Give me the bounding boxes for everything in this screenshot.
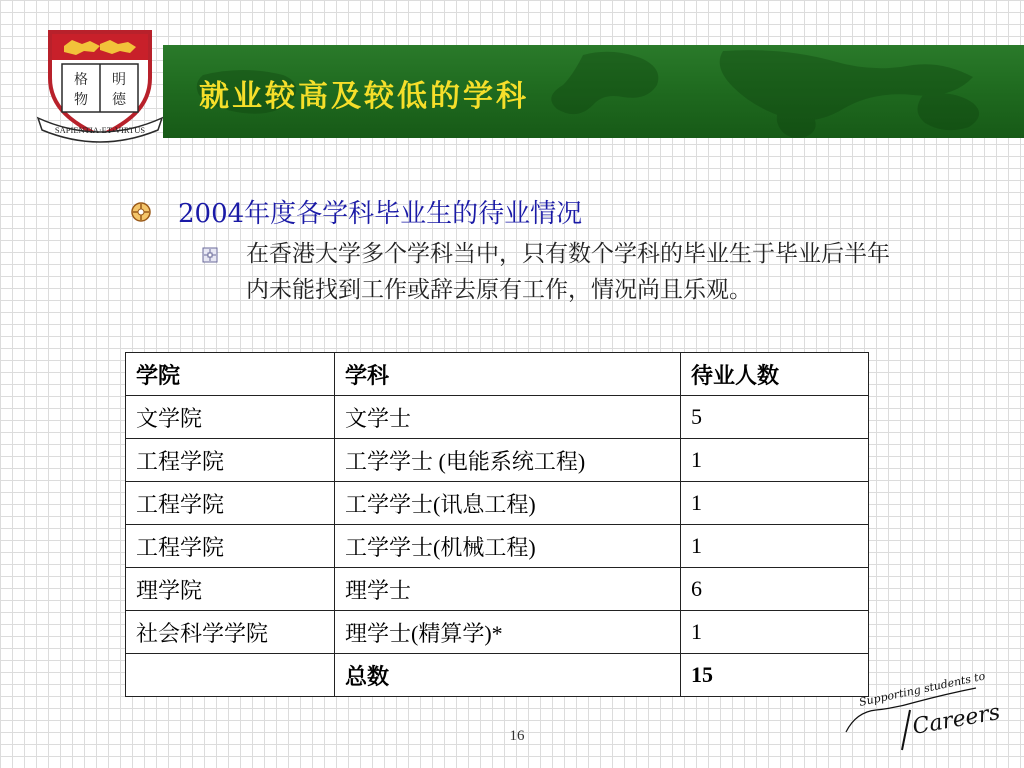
table-row <box>126 568 869 611</box>
cell-faculty: 社会科学学院 <box>126 611 335 654</box>
bullet-1-text: 2004年度各学科毕业生的待业情况 <box>178 199 583 229</box>
cell-count: 6 <box>681 568 869 611</box>
crest-motto: SAPIENTIA·ET·VIRTUS <box>54 125 146 135</box>
total-empty-cell <box>126 654 335 697</box>
slide-title: 就业较高及较低的学科 <box>199 79 529 114</box>
university-crest <box>34 26 166 144</box>
total-value: 15 <box>681 654 869 697</box>
table-row <box>126 611 869 654</box>
cell-count: 1 <box>681 439 869 482</box>
table-row <box>126 482 869 525</box>
signature-logo-icon <box>840 672 1010 757</box>
cell-subject: 文学士 <box>335 396 681 439</box>
cell-subject: 理学士(精算学)* <box>335 611 681 654</box>
cell-count: 1 <box>681 482 869 525</box>
cell-subject: 理学士 <box>335 568 681 611</box>
bullet-2-text: 在香港大学多个学科当中，只有数个学科的毕业生于毕业后半年内未能找到工作或辞去原有工作，情况尚且乐观。 <box>246 241 890 303</box>
cell-subject: 工学学士(机械工程) <box>335 525 681 568</box>
cell-count: 5 <box>681 396 869 439</box>
table-row <box>126 396 869 439</box>
crest-char-2: 明 <box>112 72 126 88</box>
table-row <box>126 525 869 568</box>
cell-faculty: 理学院 <box>126 568 335 611</box>
careers-signature <box>840 672 1010 757</box>
crest-emblem-icon <box>34 26 166 144</box>
cell-faculty: 工程学院 <box>126 439 335 482</box>
unemployment-table <box>125 352 869 697</box>
cell-faculty: 工程学院 <box>126 482 335 525</box>
title-banner <box>163 45 1024 138</box>
round-bullet-icon <box>130 201 152 223</box>
header-count: 待业人数 <box>681 353 869 396</box>
cell-count: 1 <box>681 525 869 568</box>
total-label: 总数 <box>335 654 681 697</box>
cell-subject: 工学学士(讯息工程) <box>335 482 681 525</box>
cell-subject: 工学学士 (电能系统工程) <box>335 439 681 482</box>
bullet-level-2 <box>202 236 902 308</box>
table-row <box>126 439 869 482</box>
cell-faculty: 文学院 <box>126 396 335 439</box>
crest-char-4: 德 <box>112 92 126 108</box>
cell-count: 1 <box>681 611 869 654</box>
cell-faculty: 工程学院 <box>126 525 335 568</box>
header-subject: 学科 <box>335 353 681 396</box>
square-bullet-icon <box>202 247 218 263</box>
header-faculty: 学院 <box>126 353 335 396</box>
signature-line-1: Supporting students to <box>857 672 987 709</box>
page-number: 16 <box>509 728 525 744</box>
table-header-row <box>126 353 869 396</box>
bullet-level-1 <box>130 193 582 230</box>
crest-char-3: 物 <box>74 92 88 108</box>
signature-line-2: Careers <box>910 699 1003 740</box>
table-total-row <box>126 654 869 697</box>
crest-char-1: 格 <box>74 72 88 88</box>
